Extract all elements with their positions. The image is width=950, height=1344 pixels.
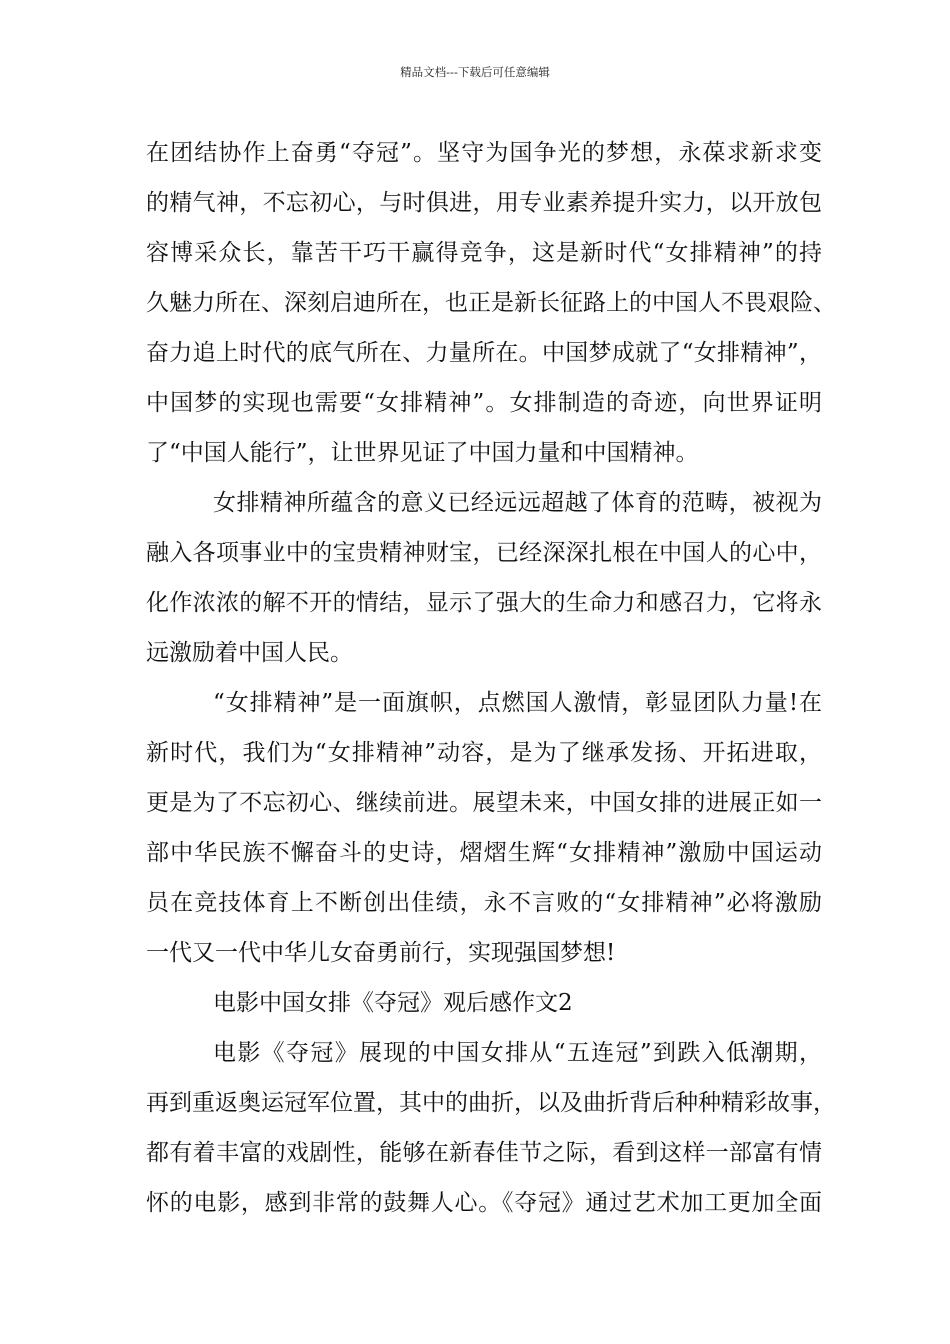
paragraph-line: 一代又一代中华儿女奋勇前行，实现强国梦想! bbox=[146, 940, 616, 966]
paragraph-line: 更是为了不忘初心、继续前进。展望未来，中国女排的进展正如一 bbox=[146, 790, 822, 816]
paragraph-line: 在团结协作上奋勇“夺冠”。坚守为国争光的梦想，永葆求新求变 bbox=[146, 140, 822, 166]
paragraph-line: 了“中国人能行”，让世界见证了中国力量和中国精神。 bbox=[146, 440, 699, 466]
paragraph-line: 久魅力所在、深刻启迪所在，也正是新长征路上的中国人不畏艰险、 bbox=[146, 290, 836, 316]
paragraph-line: 女排精神所蕴含的意义已经远远超越了体育的范畴，被视为 bbox=[213, 490, 822, 516]
paragraph-line: 远激励着中国人民。 bbox=[146, 640, 353, 666]
section-heading bbox=[146, 978, 822, 1028]
paragraph-1 bbox=[146, 128, 836, 478]
paragraph-3 bbox=[146, 678, 822, 978]
paragraph-line: 再到重返奥运冠军位置，其中的曲折，以及曲折背后种种精彩故事， bbox=[146, 1090, 836, 1116]
paragraph-4 bbox=[146, 1028, 836, 1228]
document-body bbox=[146, 128, 836, 1228]
paragraph-line: 融入各项事业中的宝贵精神财宝，已经深深扎根在中国人的心中， bbox=[146, 540, 822, 566]
paragraph-line: 电影《夺冠》展现的中国女排从“五连冠”到跌入低潮期， bbox=[213, 1040, 822, 1066]
section-heading-text: 电影中国女排《夺冠》观后感作文2 bbox=[213, 990, 573, 1016]
paragraph-line: 新时代，我们为“女排精神”动容，是为了继承发扬、开拓进取， bbox=[146, 740, 822, 766]
paragraph-2 bbox=[146, 478, 822, 678]
paragraph-line: 中国梦的实现也需要“女排精神”。女排制造的奇迹，向世界证明 bbox=[146, 390, 822, 416]
paragraph-line: 部中华民族不懈奋斗的史诗，熠熠生辉“女排精神”激励中国运动 bbox=[146, 840, 822, 866]
paragraph-line: 怀的电影，感到非常的鼓舞人心。《夺冠》通过艺术加工更加全面 bbox=[146, 1190, 822, 1216]
paragraph-line: 的精气神，不忘初心，与时俱进，用专业素养提升实力，以开放包 bbox=[146, 190, 822, 216]
paragraph-line: 化作浓浓的解不开的情结，显示了强大的生命力和感召力，它将永 bbox=[146, 590, 822, 616]
paragraph-line: 员在竞技体育上不断创出佳绩，永不言败的“女排精神”必将激励 bbox=[146, 890, 822, 916]
paragraph-line: 容博采众长，靠苦干巧干赢得竞争，这是新时代“女排精神”的持 bbox=[146, 240, 822, 266]
paragraph-line: 奋力追上时代的底气所在、力量所在。中国梦成就了“女排精神”， bbox=[146, 340, 822, 366]
page-header: 精品文档---下载后可任意编辑 bbox=[400, 65, 550, 79]
paragraph-line: “女排精神”是一面旗帜，点燃国人激情，彰显团队力量!在 bbox=[213, 690, 822, 716]
paragraph-line: 都有着丰富的戏剧性，能够在新春佳节之际，看到这样一部富有情 bbox=[146, 1140, 822, 1166]
